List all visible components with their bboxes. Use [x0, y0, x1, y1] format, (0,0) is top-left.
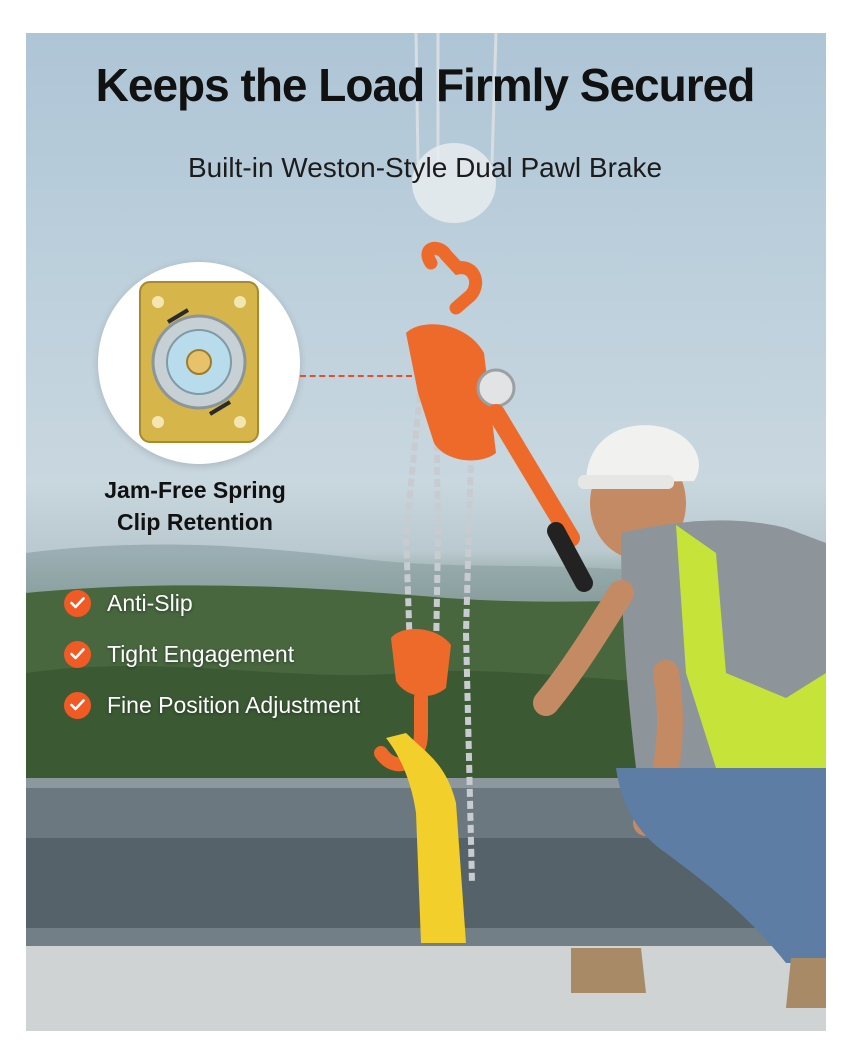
check-circle-icon	[64, 692, 91, 719]
spring-clip-callout	[60, 474, 330, 538]
callout-leader-line	[300, 375, 412, 377]
brake-detail-zoom	[98, 262, 300, 464]
callout-line-1: Jam-Free Spring	[104, 477, 286, 503]
check-circle-icon	[64, 641, 91, 668]
feature-list	[64, 586, 360, 739]
feature-label: Fine Position Adjustment	[107, 691, 361, 718]
feature-item	[64, 688, 360, 722]
callout-line-2: Clip Retention	[117, 509, 273, 535]
page-title: Keeps the Load Firmly Secured	[95, 59, 755, 111]
check-circle-icon	[64, 590, 91, 617]
brake-mechanism-icon	[98, 262, 300, 464]
feature-label: Tight Engagement	[107, 640, 295, 667]
page-subtitle: Built-in Weston-Style Dual Pawl Brake	[187, 152, 663, 183]
feature-item	[64, 637, 360, 671]
feature-item	[64, 586, 360, 620]
feature-label: Anti-Slip	[107, 589, 193, 616]
